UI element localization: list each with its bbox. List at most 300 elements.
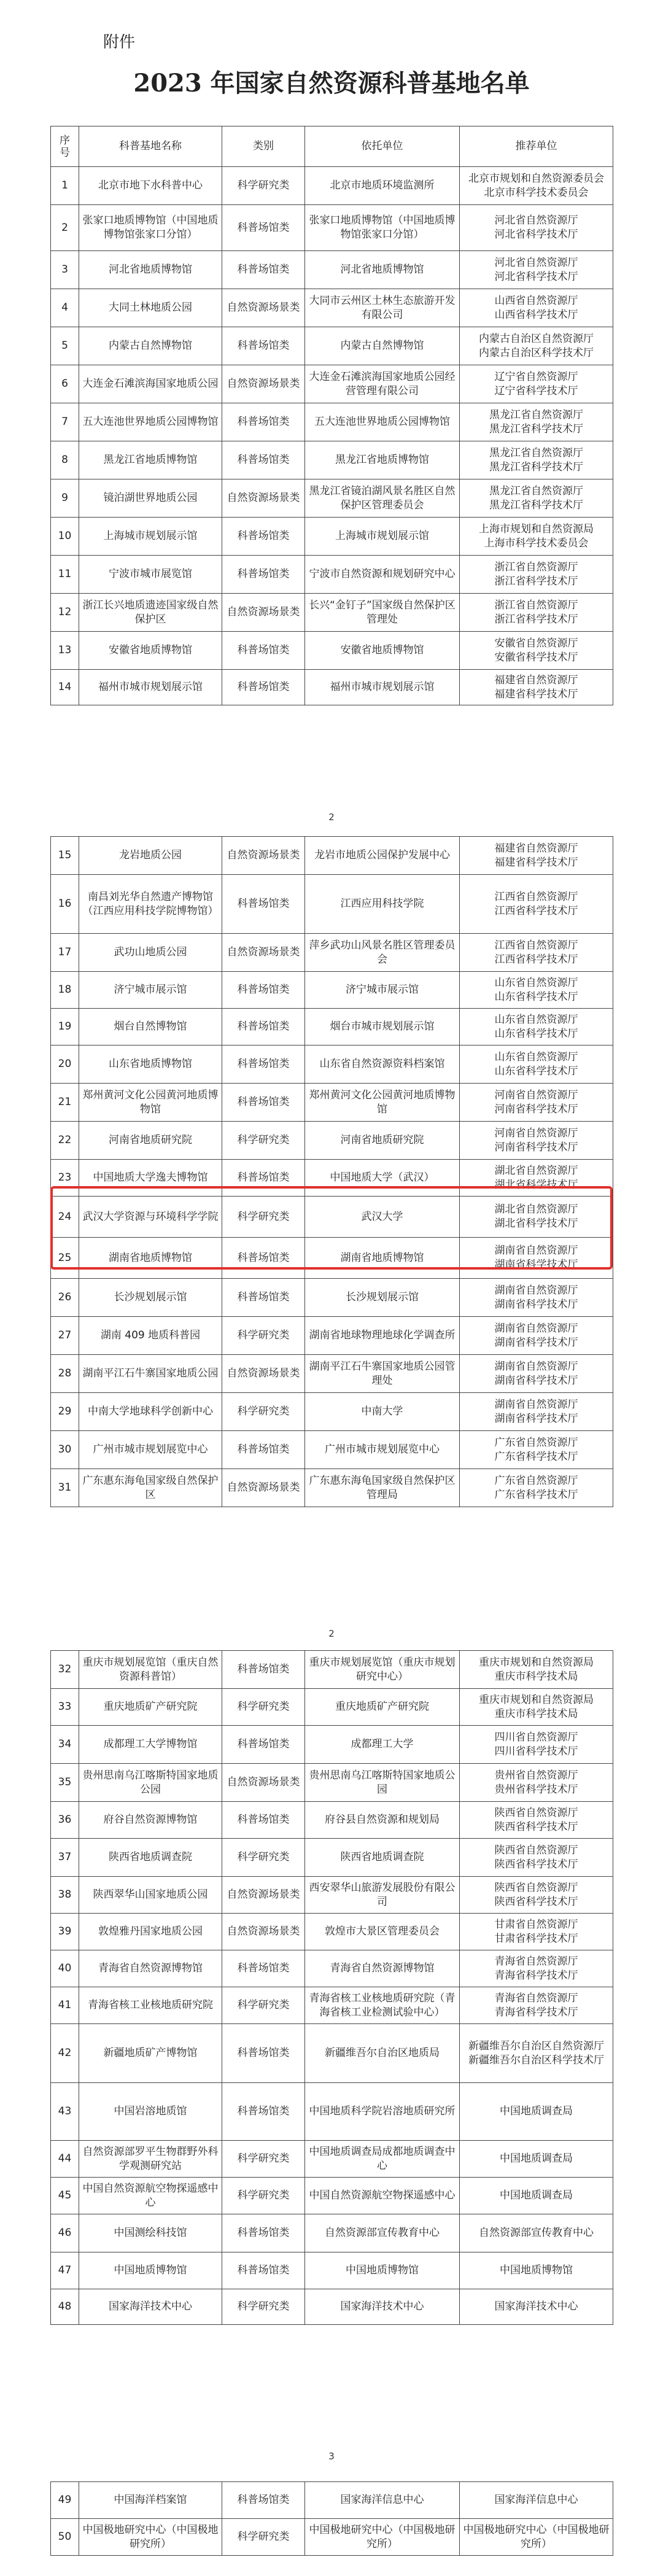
row-number: 49 xyxy=(51,2482,79,2519)
recommending-unit: 江西省自然资源厅 江西省科学技术厅 xyxy=(460,934,613,972)
category: 自然资源场景类 xyxy=(222,1877,305,1914)
table-row xyxy=(51,1651,613,1689)
row-number: 29 xyxy=(51,1393,79,1431)
base-name: 青海省自然资源博物馆 xyxy=(79,1950,222,1987)
recommending-unit: 湖北省自然资源厅 湖北省科学技术厅 xyxy=(460,1160,613,1197)
recommending-unit: 广东省自然资源厅 广东省科学技术厅 xyxy=(460,1431,613,1469)
category: 科学研究类 xyxy=(222,1839,305,1877)
host-organization: 中国地质科学院岩溶地质研究所 xyxy=(305,2083,460,2141)
row-number: 36 xyxy=(51,1802,79,1839)
row-number: 1 xyxy=(51,167,79,205)
host-organization: 安徽省地质博物馆 xyxy=(305,632,460,670)
base-name: 重庆市规划展览馆（重庆自然资源科普馆） xyxy=(79,1651,222,1689)
table-row xyxy=(51,479,613,518)
recommending-unit: 黑龙江省自然资源厅 黑龙江省科学技术厅 xyxy=(460,403,613,441)
table-row xyxy=(51,1355,613,1393)
host-organization: 重庆地质矿产研究院 xyxy=(305,1689,460,1726)
table-row xyxy=(51,1317,613,1355)
host-organization: 中南大学 xyxy=(305,1393,460,1431)
host-organization: 中国地质调查局成都地质调查中心 xyxy=(305,2141,460,2178)
host-organization: 重庆市规划展览馆（重庆市规划研究中心） xyxy=(305,1651,460,1689)
category: 科普场馆类 xyxy=(222,518,305,556)
category: 科学研究类 xyxy=(222,2178,305,2214)
base-name: 河南省地质研究院 xyxy=(79,1122,222,1160)
table-row xyxy=(51,972,613,1009)
host-organization: 萍乡武功山风景名胜区管理委员会 xyxy=(305,934,460,972)
recommending-unit: 中国地质调查局 xyxy=(460,2141,613,2178)
row-number: 10 xyxy=(51,518,79,556)
column-header: 依托单位 xyxy=(305,126,460,167)
table-row xyxy=(51,2083,613,2141)
recommending-unit: 山东省自然资源厅 山东省科学技术厅 xyxy=(460,1046,613,1084)
base-name: 陕西省地质调查院 xyxy=(79,1839,222,1877)
row-number: 12 xyxy=(51,594,79,632)
host-organization: 河北省地质博物馆 xyxy=(305,251,460,289)
category: 科学研究类 xyxy=(222,1987,305,2024)
recommending-unit: 广东省自然资源厅 广东省科学技术厅 xyxy=(460,1469,613,1507)
table-row xyxy=(51,2482,613,2519)
recommending-unit: 黑龙江省自然资源厅 黑龙江省科学技术厅 xyxy=(460,441,613,479)
base-name: 中南大学地球科学创新中心 xyxy=(79,1393,222,1431)
row-number: 48 xyxy=(51,2289,79,2325)
host-organization: 国家海洋信息中心 xyxy=(305,2482,460,2519)
base-name: 自然资源部罗平生物群野外科学观测研究站 xyxy=(79,2141,222,2178)
category: 科普场馆类 xyxy=(222,205,305,251)
table-page-1 xyxy=(50,126,613,705)
host-organization: 中国地质大学（武汉） xyxy=(305,1160,460,1197)
category: 科普场馆类 xyxy=(222,1431,305,1469)
recommending-unit: 国家海洋技术中心 xyxy=(460,2289,613,2325)
category: 科学研究类 xyxy=(222,2289,305,2325)
row-number: 27 xyxy=(51,1317,79,1355)
recommending-unit: 河北省自然资源厅 河北省科学技术厅 xyxy=(460,251,613,289)
category: 科普场馆类 xyxy=(222,327,305,365)
base-name: 上海城市规划展示馆 xyxy=(79,518,222,556)
base-name: 中国测绘科技馆 xyxy=(79,2214,222,2252)
row-number: 7 xyxy=(51,403,79,441)
row-number: 32 xyxy=(51,1651,79,1689)
table-row xyxy=(51,365,613,403)
recommending-unit: 陕西省自然资源厅 陕西省科学技术厅 xyxy=(460,1839,613,1877)
table-row xyxy=(51,1726,613,1764)
table-row xyxy=(51,2252,613,2289)
table-row xyxy=(51,1689,613,1726)
base-name: 中国地质大学逸夫博物馆 xyxy=(79,1160,222,1197)
base-name: 张家口地质博物馆（中国地质博物馆张家口分馆） xyxy=(79,205,222,251)
table-header-row xyxy=(51,126,613,167)
recommending-unit: 湖南省自然资源厅 湖南省科学技术厅 xyxy=(460,1238,613,1279)
base-name: 新疆地质矿产博物馆 xyxy=(79,2024,222,2083)
row-number: 13 xyxy=(51,632,79,670)
row-number: 44 xyxy=(51,2141,79,2178)
host-organization: 大连金石滩滨海国家地质公园经营管理有限公司 xyxy=(305,365,460,403)
page-number: 2 xyxy=(328,812,335,823)
base-name: 长沙规划展示馆 xyxy=(79,1279,222,1317)
base-name: 武汉大学资源与环境科学学院 xyxy=(79,1197,222,1238)
row-number: 28 xyxy=(51,1355,79,1393)
row-number: 11 xyxy=(51,556,79,594)
row-number: 24 xyxy=(51,1197,79,1238)
base-name: 济宁城市展示馆 xyxy=(79,972,222,1009)
host-organization: 长兴“金钉子”国家级自然保护区管理处 xyxy=(305,594,460,632)
base-name: 黑龙江省地质博物馆 xyxy=(79,441,222,479)
category: 科普场馆类 xyxy=(222,2083,305,2141)
host-organization: 北京市地质环境监测所 xyxy=(305,167,460,205)
base-name: 五大连池世界地质公园博物馆 xyxy=(79,403,222,441)
base-name: 中国地质博物馆 xyxy=(79,2252,222,2289)
base-name: 烟台自然博物馆 xyxy=(79,1009,222,1046)
row-number: 17 xyxy=(51,934,79,972)
row-number: 6 xyxy=(51,365,79,403)
host-organization: 自然资源部宣传教育中心 xyxy=(305,2214,460,2252)
host-organization: 中国地质博物馆 xyxy=(305,2252,460,2289)
row-number: 43 xyxy=(51,2083,79,2141)
table-row xyxy=(51,1009,613,1046)
row-number: 16 xyxy=(51,875,79,934)
table-row xyxy=(51,875,613,934)
row-number: 20 xyxy=(51,1046,79,1084)
table-row xyxy=(51,1469,613,1507)
table-row xyxy=(51,441,613,479)
recommending-unit: 上海市规划和自然资源局 上海市科学技术委员会 xyxy=(460,518,613,556)
category: 科学研究类 xyxy=(222,1317,305,1355)
column-header: 推荐单位 xyxy=(460,126,613,167)
row-number: 30 xyxy=(51,1431,79,1469)
row-number: 19 xyxy=(51,1009,79,1046)
category: 科普场馆类 xyxy=(222,1009,305,1046)
category: 科普场馆类 xyxy=(222,1279,305,1317)
table-row xyxy=(51,632,613,670)
host-organization: 广州市城市规划展览中心 xyxy=(305,1431,460,1469)
row-number: 2 xyxy=(51,205,79,251)
table-row xyxy=(51,556,613,594)
recommending-unit: 青海省自然资源厅 青海省科学技术厅 xyxy=(460,1987,613,2024)
host-organization: 上海城市规划展示馆 xyxy=(305,518,460,556)
base-name: 府谷自然资源博物馆 xyxy=(79,1802,222,1839)
recommending-unit: 国家海洋信息中心 xyxy=(460,2482,613,2519)
base-name: 湖南平江石牛寨国家地质公园 xyxy=(79,1355,222,1393)
table-row xyxy=(51,1238,613,1279)
row-number: 40 xyxy=(51,1950,79,1987)
category: 自然资源场景类 xyxy=(222,934,305,972)
host-organization: 烟台市城市规划展示馆 xyxy=(305,1009,460,1046)
base-name: 贵州思南乌江喀斯特国家地质公园 xyxy=(79,1764,222,1802)
recommending-unit: 北京市规划和自然资源委员会 北京市科学技术委员会 xyxy=(460,167,613,205)
base-name: 浙江长兴地质遗迹国家级自然保护区 xyxy=(79,594,222,632)
table-row xyxy=(51,2519,613,2556)
category: 科普场馆类 xyxy=(222,1238,305,1279)
category: 科普场馆类 xyxy=(222,2214,305,2252)
category: 科普场馆类 xyxy=(222,1160,305,1197)
row-number: 14 xyxy=(51,670,79,705)
category: 科普场馆类 xyxy=(222,251,305,289)
category: 科学研究类 xyxy=(222,167,305,205)
recommending-unit: 湖北省自然资源厅 湖北省科学技术厅 xyxy=(460,1197,613,1238)
row-number: 31 xyxy=(51,1469,79,1507)
table-row xyxy=(51,518,613,556)
table-page-4 xyxy=(50,2481,613,2556)
category: 科普场馆类 xyxy=(222,1084,305,1122)
host-organization: 中国极地研究中心（中国极地研究所） xyxy=(305,2519,460,2556)
row-number: 41 xyxy=(51,1987,79,2024)
table-row xyxy=(51,1764,613,1802)
host-organization: 湖南平江石牛寨国家地质公园管理处 xyxy=(305,1355,460,1393)
host-organization: 中国自然资源航空物探遥感中心 xyxy=(305,2178,460,2214)
host-organization: 青海省核工业核地质研究院（青海省核工业检测试验中心） xyxy=(305,1987,460,2024)
base-name: 中国海洋档案馆 xyxy=(79,2482,222,2519)
table-row xyxy=(51,837,613,875)
base-name: 广州市城市规划展览中心 xyxy=(79,1431,222,1469)
row-number: 18 xyxy=(51,972,79,1009)
category: 科普场馆类 xyxy=(222,2482,305,2519)
base-name: 南昌刘光华自然遗产博物馆（江西应用科技学院博物馆） xyxy=(79,875,222,934)
recommending-unit: 河南省自然资源厅 河南省科学技术厅 xyxy=(460,1084,613,1122)
host-organization: 济宁城市展示馆 xyxy=(305,972,460,1009)
host-organization: 广东惠东海龟国家级自然保护区管理局 xyxy=(305,1469,460,1507)
host-organization: 国家海洋技术中心 xyxy=(305,2289,460,2325)
base-name: 福州市城市规划展示馆 xyxy=(79,670,222,705)
category: 自然资源场景类 xyxy=(222,1914,305,1950)
host-organization: 黑龙江省地质博物馆 xyxy=(305,441,460,479)
base-name: 中国极地研究中心（中国极地研究所） xyxy=(79,2519,222,2556)
recommending-unit: 湖南省自然资源厅 湖南省科学技术厅 xyxy=(460,1317,613,1355)
category: 自然资源场景类 xyxy=(222,365,305,403)
table-row xyxy=(51,327,613,365)
recommending-unit: 新疆维吾尔自治区自然资源厅 新疆维吾尔自治区科学技术厅 xyxy=(460,2024,613,2083)
host-organization: 河南省地质研究院 xyxy=(305,1122,460,1160)
host-organization: 湖南省地质博物馆 xyxy=(305,1238,460,1279)
host-organization: 龙岩市地质公园保护发展中心 xyxy=(305,837,460,875)
row-number: 47 xyxy=(51,2252,79,2289)
category: 科普场馆类 xyxy=(222,1950,305,1987)
recommending-unit: 贵州省自然资源厅 贵州省科学技术厅 xyxy=(460,1764,613,1802)
recommending-unit: 湖南省自然资源厅 湖南省科学技术厅 xyxy=(460,1393,613,1431)
recommending-unit: 福建省自然资源厅 福建省科学技术厅 xyxy=(460,670,613,705)
column-header: 序 号 xyxy=(51,126,79,167)
host-organization: 湖南省地球物理地球化学调查所 xyxy=(305,1317,460,1355)
table-row xyxy=(51,1950,613,1987)
base-name: 敦煌雅丹国家地质公园 xyxy=(79,1914,222,1950)
host-organization: 西安翠华山旅游发展股份有限公司 xyxy=(305,1877,460,1914)
category: 科学研究类 xyxy=(222,1393,305,1431)
host-organization: 江西应用科技学院 xyxy=(305,875,460,934)
row-number: 25 xyxy=(51,1238,79,1279)
column-header: 类别 xyxy=(222,126,305,167)
host-organization: 府谷县自然资源和规划局 xyxy=(305,1802,460,1839)
table-row xyxy=(51,1431,613,1469)
table-row xyxy=(51,251,613,289)
table-row xyxy=(51,1197,613,1238)
table-row xyxy=(51,594,613,632)
table-row xyxy=(51,205,613,251)
recommending-unit: 重庆市规划和自然资源局 重庆市科学技术局 xyxy=(460,1651,613,1689)
page-number: 2 xyxy=(328,1628,335,1639)
recommending-unit: 湖南省自然资源厅 湖南省科学技术厅 xyxy=(460,1355,613,1393)
category: 自然资源场景类 xyxy=(222,479,305,518)
recommending-unit: 山西省自然资源厅 山西省科学技术厅 xyxy=(460,289,613,327)
recommending-unit: 江西省自然资源厅 江西省科学技术厅 xyxy=(460,875,613,934)
base-name: 龙岩地质公园 xyxy=(79,837,222,875)
base-name: 广东惠东海龟国家级自然保护区 xyxy=(79,1469,222,1507)
host-organization: 成都理工大学 xyxy=(305,1726,460,1764)
host-organization: 陕西省地质调查院 xyxy=(305,1839,460,1877)
table-row xyxy=(51,1987,613,2024)
table-page-2 xyxy=(50,836,613,1507)
table-row xyxy=(51,1393,613,1431)
category: 自然资源场景类 xyxy=(222,1355,305,1393)
table-row xyxy=(51,2289,613,2325)
row-number: 33 xyxy=(51,1689,79,1726)
page-number: 3 xyxy=(328,2451,335,2462)
row-number: 4 xyxy=(51,289,79,327)
category: 科普场馆类 xyxy=(222,403,305,441)
recommending-unit: 内蒙古自治区自然资源厅 内蒙古自治区科学技术厅 xyxy=(460,327,613,365)
row-number: 3 xyxy=(51,251,79,289)
category: 科普场馆类 xyxy=(222,1726,305,1764)
recommending-unit: 辽宁省自然资源厅 辽宁省科学技术厅 xyxy=(460,365,613,403)
row-number: 34 xyxy=(51,1726,79,1764)
category: 自然资源场景类 xyxy=(222,837,305,875)
recommending-unit: 黑龙江省自然资源厅 黑龙江省科学技术厅 xyxy=(460,479,613,518)
category: 自然资源场景类 xyxy=(222,1469,305,1507)
category: 科普场馆类 xyxy=(222,2252,305,2289)
base-name: 中国岩溶地质馆 xyxy=(79,2083,222,2141)
category: 科学研究类 xyxy=(222,1197,305,1238)
row-number: 21 xyxy=(51,1084,79,1122)
base-name: 中国自然资源航空物探遥感中心 xyxy=(79,2178,222,2214)
recommending-unit: 自然资源部宣传教育中心 xyxy=(460,2214,613,2252)
category: 科普场馆类 xyxy=(222,875,305,934)
host-organization: 武汉大学 xyxy=(305,1197,460,1238)
table-row xyxy=(51,1839,613,1877)
base-name: 安徽省地质博物馆 xyxy=(79,632,222,670)
category: 科普场馆类 xyxy=(222,2024,305,2083)
row-number: 9 xyxy=(51,479,79,518)
table-row xyxy=(51,1160,613,1197)
row-number: 38 xyxy=(51,1877,79,1914)
base-name: 北京市地下水科普中心 xyxy=(79,167,222,205)
row-number: 46 xyxy=(51,2214,79,2252)
table-page-3 xyxy=(50,1650,613,2325)
host-organization: 郑州黄河文化公园黄河地质博物馆 xyxy=(305,1084,460,1122)
category: 科学研究类 xyxy=(222,2141,305,2178)
table-row xyxy=(51,934,613,972)
recommending-unit: 中国极地研究中心（中国极地研究所） xyxy=(460,2519,613,2556)
host-organization: 贵州思南乌江喀斯特国家地质公园 xyxy=(305,1764,460,1802)
host-organization: 大同市云州区土林生态旅游开发有限公司 xyxy=(305,289,460,327)
recommending-unit: 山东省自然资源厅 山东省科学技术厅 xyxy=(460,1009,613,1046)
recommending-unit: 中国地质调查局 xyxy=(460,2178,613,2214)
category: 自然资源场景类 xyxy=(222,594,305,632)
row-number: 42 xyxy=(51,2024,79,2083)
table-row xyxy=(51,1122,613,1160)
table-row xyxy=(51,670,613,705)
base-name: 武功山地质公园 xyxy=(79,934,222,972)
base-name: 山东省地质博物馆 xyxy=(79,1046,222,1084)
base-name: 青海省核工业核地质研究院 xyxy=(79,1987,222,2024)
table-row xyxy=(51,403,613,441)
category: 科普场馆类 xyxy=(222,670,305,705)
host-organization: 张家口地质博物馆（中国地质博物馆张家口分馆） xyxy=(305,205,460,251)
recommending-unit: 中国地质调查局 xyxy=(460,2083,613,2141)
host-organization: 长沙规划展示馆 xyxy=(305,1279,460,1317)
recommending-unit: 浙江省自然资源厅 浙江省科学技术厅 xyxy=(460,594,613,632)
recommending-unit: 浙江省自然资源厅 浙江省科学技术厅 xyxy=(460,556,613,594)
base-name: 河北省地质博物馆 xyxy=(79,251,222,289)
base-name: 大同土林地质公园 xyxy=(79,289,222,327)
table-row xyxy=(51,1914,613,1950)
page-title: 2023 年国家自然资源科普基地名单 xyxy=(133,69,530,98)
recommending-unit: 四川省自然资源厅 四川省科学技术厅 xyxy=(460,1726,613,1764)
category: 科普场馆类 xyxy=(222,556,305,594)
base-name: 郑州黄河文化公园黄河地质博物馆 xyxy=(79,1084,222,1122)
category: 科普场馆类 xyxy=(222,972,305,1009)
base-name: 成都理工大学博物馆 xyxy=(79,1726,222,1764)
table-row xyxy=(51,2024,613,2083)
category: 科普场馆类 xyxy=(222,1651,305,1689)
base-name: 湖南 409 地质科普园 xyxy=(79,1317,222,1355)
recommending-unit: 甘肃省自然资源厅 甘肃省科学技术厅 xyxy=(460,1914,613,1950)
host-organization: 敦煌市大景区管理委员会 xyxy=(305,1914,460,1950)
base-name: 重庆地质矿产研究院 xyxy=(79,1689,222,1726)
base-name: 国家海洋技术中心 xyxy=(79,2289,222,2325)
column-header: 科普基地名称 xyxy=(79,126,222,167)
category: 科学研究类 xyxy=(222,2519,305,2556)
recommending-unit: 湖南省自然资源厅 湖南省科学技术厅 xyxy=(460,1279,613,1317)
row-number: 50 xyxy=(51,2519,79,2556)
row-number: 39 xyxy=(51,1914,79,1950)
table-row xyxy=(51,1877,613,1914)
row-number: 35 xyxy=(51,1764,79,1802)
row-number: 8 xyxy=(51,441,79,479)
base-name: 大连金石滩滨海国家地质公园 xyxy=(79,365,222,403)
category: 科学研究类 xyxy=(222,1122,305,1160)
recommending-unit: 安徽省自然资源厅 安徽省科学技术厅 xyxy=(460,632,613,670)
base-name: 镜泊湖世界地质公园 xyxy=(79,479,222,518)
host-organization: 青海省自然资源博物馆 xyxy=(305,1950,460,1987)
row-number: 5 xyxy=(51,327,79,365)
category: 科普场馆类 xyxy=(222,632,305,670)
recommending-unit: 陕西省自然资源厅 陕西省科学技术厅 xyxy=(460,1802,613,1839)
category: 科普场馆类 xyxy=(222,441,305,479)
table-row xyxy=(51,1802,613,1839)
row-number: 15 xyxy=(51,837,79,875)
category: 科学研究类 xyxy=(222,1689,305,1726)
recommending-unit: 中国地质博物馆 xyxy=(460,2252,613,2289)
table-row xyxy=(51,1279,613,1317)
table-row xyxy=(51,167,613,205)
base-name: 内蒙古自然博物馆 xyxy=(79,327,222,365)
table-row xyxy=(51,289,613,327)
host-organization: 宁波市自然资源和规划研究中心 xyxy=(305,556,460,594)
table-row xyxy=(51,1046,613,1084)
host-organization: 五大连池世界地质公园博物馆 xyxy=(305,403,460,441)
row-number: 45 xyxy=(51,2178,79,2214)
host-organization: 福州市城市规划展示馆 xyxy=(305,670,460,705)
category: 自然资源场景类 xyxy=(222,289,305,327)
table-row xyxy=(51,2214,613,2252)
host-organization: 黑龙江省镜泊湖风景名胜区自然保护区管理委员会 xyxy=(305,479,460,518)
host-organization: 内蒙古自然博物馆 xyxy=(305,327,460,365)
recommending-unit: 河南省自然资源厅 河南省科学技术厅 xyxy=(460,1122,613,1160)
table-row xyxy=(51,2141,613,2178)
recommending-unit: 河北省自然资源厅 河北省科学技术厅 xyxy=(460,205,613,251)
table-row xyxy=(51,1084,613,1122)
base-name: 湖南省地质博物馆 xyxy=(79,1238,222,1279)
category: 科普场馆类 xyxy=(222,1802,305,1839)
recommending-unit: 陕西省自然资源厅 陕西省科学技术厅 xyxy=(460,1877,613,1914)
recommending-unit: 青海省自然资源厅 青海省科学技术厅 xyxy=(460,1950,613,1987)
